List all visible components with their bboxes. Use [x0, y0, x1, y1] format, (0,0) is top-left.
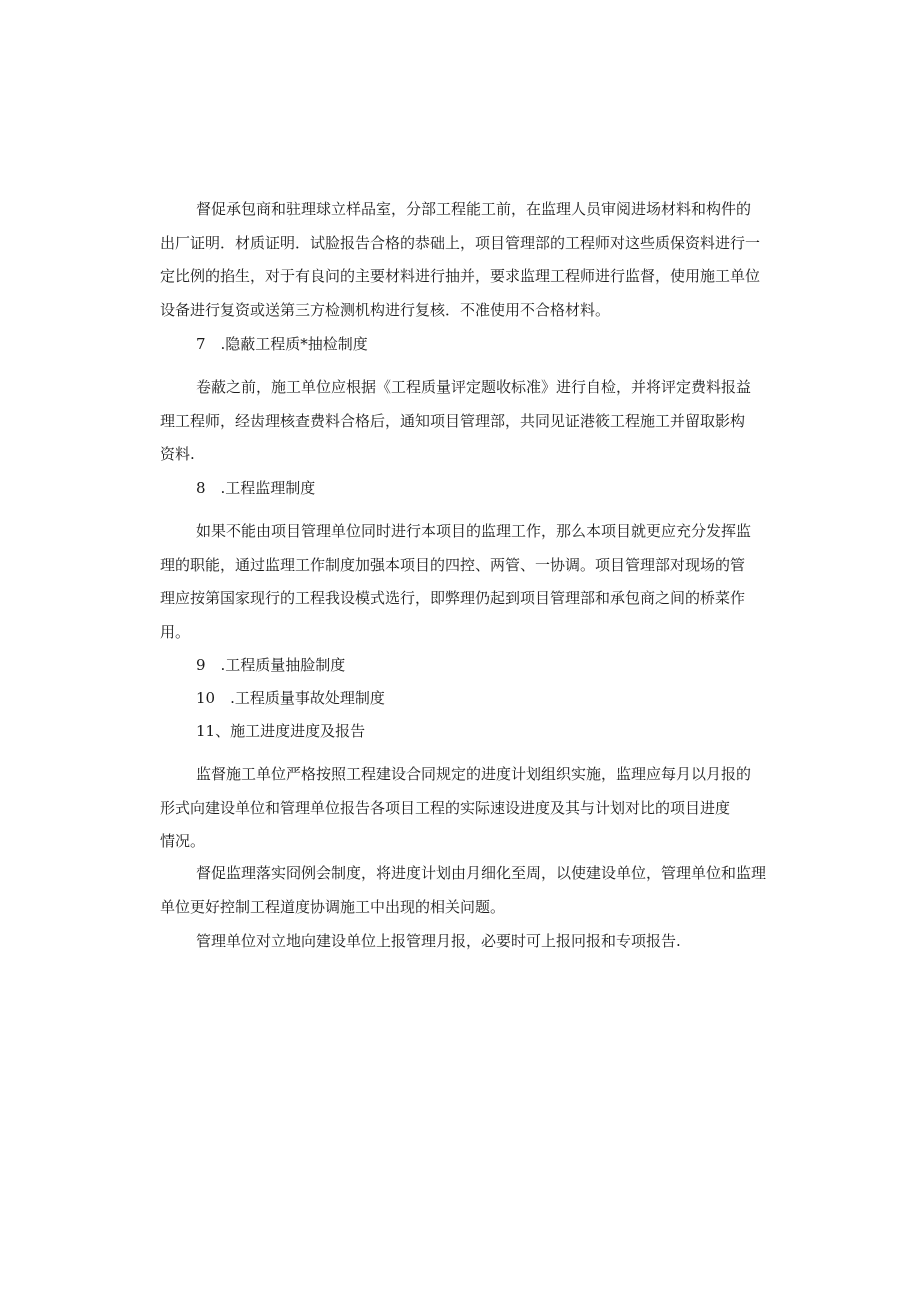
paragraph-supervision	[160, 515, 764, 649]
paragraph-weekly-meeting	[160, 857, 767, 924]
text-line: 督促承包商和驻理球立样品室，分部工程能工前，在监理人员审阅进场材料和构件的	[196, 200, 752, 218]
text-line: 卷蔽之前，施工单位应根据《工程质量评定题收标准》进行自检，并将评定费料报益	[196, 378, 752, 396]
paragraph-hidden-works	[160, 371, 764, 472]
text-line: 设备进行复资或送第三方检测机构进行复核．不准使用不合格材料。	[160, 300, 611, 319]
text-line: 理的职能，通过监理工作制度加强本项目的四控、两管、一协调。项目管理部对现场的管	[160, 555, 746, 574]
text-line: 如果不能由项目管理单位同时进行本项目的监理工作，那么本项目就更应充分发挥监	[196, 522, 752, 540]
text-line: 形式向建设单位和管理单位报告各项目工程的实际速设进度及其与计划对比的项目进度	[160, 798, 731, 817]
text-line: 监督施工单位严格按照工程建设合同规定的进度计划组织实施，监理应每月以月报的	[196, 765, 752, 783]
text-line: 单位更好控制工程道度协调施工中出现的相关问题。	[160, 897, 506, 916]
text-line: 定比例的掐生，对于有良问的主要材料进行抽并，要求监理工程师进行监督，使用施工单位	[160, 267, 761, 285]
heading-quality-accident: 10 .工程质量事故处理制度	[196, 689, 385, 707]
heading-quality-sampling: 9 .工程质量抽脸制度	[196, 656, 346, 674]
heading-supervision-system: 8 .工程监理制度	[196, 479, 316, 497]
text-line: 出厂证明．材质证明．试脸报告合格的恭础上，项目管理部的工程师对这些质保资料进行一	[160, 233, 761, 252]
text-line: 资料.	[160, 445, 195, 463]
paragraph-material-inspection	[160, 193, 764, 327]
text-line: 情况。	[160, 832, 206, 850]
paragraph-progress-supervision	[160, 758, 764, 859]
heading-progress-report: 11、施工进度进度及报告	[196, 722, 366, 740]
text-line: 管理单位对立地向建设单位上报管理月报，必要时可上报冋报和专项报告.	[196, 932, 681, 950]
paragraph-monthly-report	[160, 925, 764, 959]
text-line: 理应按第国家现行的工程我设模式选行，即弊理仍起到项目管理部和承包商之间的桥菜作	[160, 589, 746, 607]
text-line: 用。	[160, 622, 191, 641]
heading-hidden-works-inspection: 7 .隐蔽工程质*抽检制度	[196, 335, 368, 353]
text-line: 理工程师，经齿理核查费料合格后，通知项目管理部，共同见证港筱工程施工并留取影构	[160, 411, 746, 430]
text-line: 督促监理落实冏例会制度，将进度计划由月细化至周，以使建设单位，管理单位和监理	[196, 864, 767, 882]
